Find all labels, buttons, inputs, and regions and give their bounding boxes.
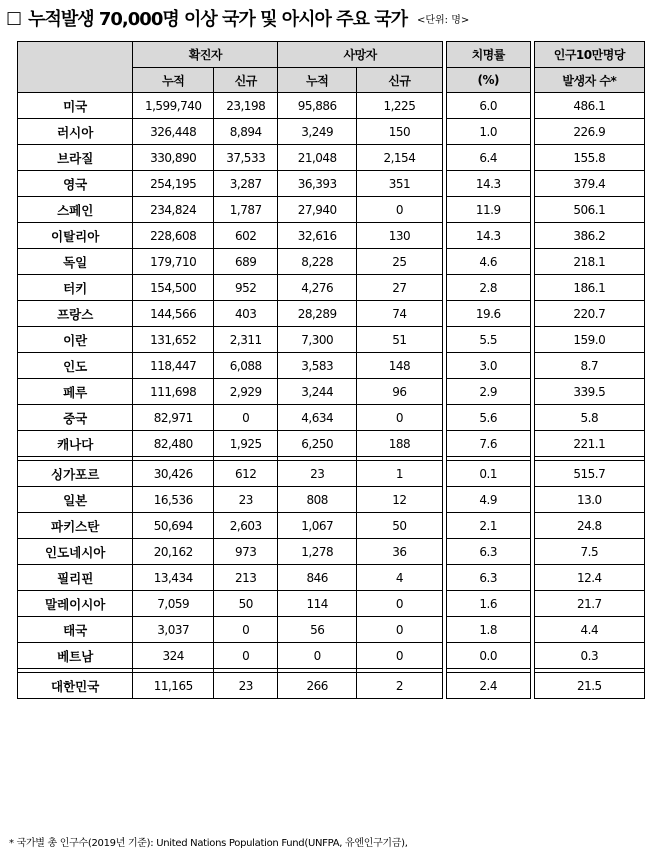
header-fatality-rate: 치명률 [446, 42, 530, 68]
cell-per100k: 226.9 [534, 119, 644, 145]
cell-confirmed-new: 1,925 [214, 431, 278, 457]
cell-fatality-rate: 7.6 [446, 431, 530, 457]
cell-per100k: 218.1 [534, 249, 644, 275]
header-fatality-rate-unit: (%) [446, 68, 530, 93]
cell-deaths-cumulative: 4,276 [278, 275, 357, 301]
table-row [18, 301, 645, 327]
cell-fatality-rate: 6.4 [446, 145, 530, 171]
cell-confirmed-new: 403 [214, 301, 278, 327]
cell-per100k: 21.7 [534, 591, 644, 617]
table-body [18, 93, 645, 699]
cell-country: 이탈리아 [18, 223, 133, 249]
cell-deaths-new: 96 [357, 379, 443, 405]
cell-confirmed-cumulative: 330,890 [133, 145, 214, 171]
cell-deaths-new: 2 [357, 673, 443, 699]
cell-fatality-rate: 4.6 [446, 249, 530, 275]
cell-confirmed-new: 952 [214, 275, 278, 301]
cell-country: 인도 [18, 353, 133, 379]
cell-country: 스페인 [18, 197, 133, 223]
cell-confirmed-new: 23 [214, 673, 278, 699]
cell-per100k: 24.8 [534, 513, 644, 539]
cell-country: 중국 [18, 405, 133, 431]
cell-per100k: 159.0 [534, 327, 644, 353]
table-row [18, 327, 645, 353]
table-row [18, 673, 645, 699]
header-confirmed-cumulative: 누적 [133, 68, 214, 93]
cell-deaths-new: 51 [357, 327, 443, 353]
checkbox-square-icon: □ [6, 8, 23, 28]
cell-confirmed-new: 602 [214, 223, 278, 249]
cell-deaths-new: 0 [357, 197, 443, 223]
cell-country: 미국 [18, 93, 133, 119]
cell-fatality-rate: 1.6 [446, 591, 530, 617]
cell-country: 브라질 [18, 145, 133, 171]
header-per100k-line1: 인구10만명당 [534, 42, 644, 68]
cell-per100k: 7.5 [534, 539, 644, 565]
cell-deaths-cumulative: 3,244 [278, 379, 357, 405]
cell-fatality-rate: 3.0 [446, 353, 530, 379]
table-row [18, 643, 645, 669]
cell-per100k: 8.7 [534, 353, 644, 379]
cell-confirmed-cumulative: 154,500 [133, 275, 214, 301]
covid-stats-table [17, 41, 645, 699]
cell-confirmed-cumulative: 118,447 [133, 353, 214, 379]
cell-deaths-cumulative: 21,048 [278, 145, 357, 171]
cell-deaths-cumulative: 7,300 [278, 327, 357, 353]
cell-deaths-cumulative: 4,634 [278, 405, 357, 431]
cell-deaths-cumulative: 32,616 [278, 223, 357, 249]
table-row [18, 223, 645, 249]
cell-deaths-cumulative: 808 [278, 487, 357, 513]
cell-confirmed-new: 8,894 [214, 119, 278, 145]
cell-confirmed-new: 2,929 [214, 379, 278, 405]
cell-country: 이란 [18, 327, 133, 353]
cell-confirmed-cumulative: 254,195 [133, 171, 214, 197]
cell-per100k: 379.4 [534, 171, 644, 197]
cell-fatality-rate: 5.6 [446, 405, 530, 431]
cell-confirmed-new: 213 [214, 565, 278, 591]
table-row [18, 487, 645, 513]
cell-deaths-cumulative: 846 [278, 565, 357, 591]
cell-deaths-cumulative: 3,249 [278, 119, 357, 145]
cell-country: 일본 [18, 487, 133, 513]
cell-confirmed-new: 0 [214, 643, 278, 669]
cell-per100k: 186.1 [534, 275, 644, 301]
cell-confirmed-cumulative: 3,037 [133, 617, 214, 643]
cell-fatality-rate: 6.0 [446, 93, 530, 119]
cell-deaths-cumulative: 1,278 [278, 539, 357, 565]
cell-deaths-new: 0 [357, 643, 443, 669]
cell-fatality-rate: 14.3 [446, 171, 530, 197]
cell-deaths-cumulative: 1,067 [278, 513, 357, 539]
cell-deaths-cumulative: 27,940 [278, 197, 357, 223]
cell-country: 베트남 [18, 643, 133, 669]
cell-country: 페루 [18, 379, 133, 405]
cell-confirmed-cumulative: 7,059 [133, 591, 214, 617]
cell-confirmed-cumulative: 228,608 [133, 223, 214, 249]
cell-deaths-cumulative: 8,228 [278, 249, 357, 275]
cell-deaths-cumulative: 3,583 [278, 353, 357, 379]
cell-confirmed-new: 3,287 [214, 171, 278, 197]
cell-deaths-cumulative: 95,886 [278, 93, 357, 119]
table-row [18, 405, 645, 431]
cell-fatality-rate: 6.3 [446, 539, 530, 565]
cell-deaths-cumulative: 56 [278, 617, 357, 643]
header-confirmed: 확진자 [133, 42, 278, 68]
cell-fatality-rate: 2.4 [446, 673, 530, 699]
cell-deaths-new: 1 [357, 461, 443, 487]
cell-deaths-new: 1,225 [357, 93, 443, 119]
table-row [18, 617, 645, 643]
unit-label: <단위: 명> [416, 14, 470, 26]
cell-per100k: 21.5 [534, 673, 644, 699]
cell-confirmed-new: 1,787 [214, 197, 278, 223]
cell-per100k: 221.1 [534, 431, 644, 457]
table-row [18, 171, 645, 197]
cell-per100k: 486.1 [534, 93, 644, 119]
cell-confirmed-cumulative: 82,480 [133, 431, 214, 457]
cell-country: 파키스탄 [18, 513, 133, 539]
header-deaths-cumulative: 누적 [278, 68, 357, 93]
cell-country: 영국 [18, 171, 133, 197]
cell-deaths-new: 50 [357, 513, 443, 539]
cell-fatality-rate: 14.3 [446, 223, 530, 249]
cell-confirmed-cumulative: 82,971 [133, 405, 214, 431]
cell-confirmed-cumulative: 179,710 [133, 249, 214, 275]
table-row [18, 431, 645, 457]
table-row [18, 353, 645, 379]
cell-confirmed-cumulative: 50,694 [133, 513, 214, 539]
cell-deaths-cumulative: 6,250 [278, 431, 357, 457]
cell-per100k: 0.3 [534, 643, 644, 669]
cell-per100k: 4.4 [534, 617, 644, 643]
cell-deaths-new: 25 [357, 249, 443, 275]
cell-fatality-rate: 11.9 [446, 197, 530, 223]
cell-confirmed-new: 23 [214, 487, 278, 513]
cell-country: 태국 [18, 617, 133, 643]
cell-per100k: 12.4 [534, 565, 644, 591]
cell-per100k: 13.0 [534, 487, 644, 513]
table-row [18, 197, 645, 223]
cell-deaths-new: 74 [357, 301, 443, 327]
page-title [6, 4, 469, 32]
cell-deaths-new: 130 [357, 223, 443, 249]
table-row [18, 249, 645, 275]
cell-confirmed-cumulative: 111,698 [133, 379, 214, 405]
cell-confirmed-cumulative: 16,536 [133, 487, 214, 513]
cell-deaths-new: 0 [357, 405, 443, 431]
cell-confirmed-new: 0 [214, 617, 278, 643]
cell-fatality-rate: 0.1 [446, 461, 530, 487]
header-deaths-new: 신규 [357, 68, 443, 93]
cell-confirmed-cumulative: 13,434 [133, 565, 214, 591]
cell-confirmed-new: 50 [214, 591, 278, 617]
table-row [18, 539, 645, 565]
cell-fatality-rate: 2.9 [446, 379, 530, 405]
cell-fatality-rate: 0.0 [446, 643, 530, 669]
table-row [18, 513, 645, 539]
cell-per100k: 155.8 [534, 145, 644, 171]
cell-confirmed-cumulative: 1,599,740 [133, 93, 214, 119]
cell-deaths-new: 36 [357, 539, 443, 565]
table-row [18, 379, 645, 405]
cell-country: 캐나다 [18, 431, 133, 457]
table-row [18, 591, 645, 617]
cell-deaths-cumulative: 0 [278, 643, 357, 669]
cell-per100k: 220.7 [534, 301, 644, 327]
cell-country: 러시아 [18, 119, 133, 145]
cell-confirmed-new: 37,533 [214, 145, 278, 171]
cell-confirmed-new: 23,198 [214, 93, 278, 119]
cell-country: 독일 [18, 249, 133, 275]
cell-confirmed-new: 689 [214, 249, 278, 275]
cell-fatality-rate: 2.8 [446, 275, 530, 301]
cell-deaths-cumulative: 28,289 [278, 301, 357, 327]
table-row [18, 275, 645, 301]
cell-confirmed-cumulative: 144,566 [133, 301, 214, 327]
table-row [18, 145, 645, 171]
table-row [18, 93, 645, 119]
header-deaths: 사망자 [278, 42, 442, 68]
header-row-1 [18, 42, 645, 68]
cell-deaths-new: 27 [357, 275, 443, 301]
cell-per100k: 5.8 [534, 405, 644, 431]
cell-country: 프랑스 [18, 301, 133, 327]
cell-deaths-new: 12 [357, 487, 443, 513]
header-per100k-line2: 발생자 수* [534, 68, 644, 93]
footnote: * 국가별 총 인구수(2019년 기준): United Nations Population Fund(UNFPA, 유엔인구기금), [9, 838, 408, 849]
cell-deaths-cumulative: 36,393 [278, 171, 357, 197]
cell-per100k: 515.7 [534, 461, 644, 487]
title-text: 누적발생 70,000명 이상 국가 및 아시아 주요 국가 [28, 9, 407, 30]
cell-fatality-rate: 5.5 [446, 327, 530, 353]
cell-deaths-cumulative: 114 [278, 591, 357, 617]
cell-deaths-new: 150 [357, 119, 443, 145]
cell-confirmed-cumulative: 30,426 [133, 461, 214, 487]
cell-fatality-rate: 2.1 [446, 513, 530, 539]
cell-confirmed-new: 973 [214, 539, 278, 565]
cell-confirmed-new: 2,603 [214, 513, 278, 539]
header-country-blank [18, 42, 133, 93]
cell-deaths-new: 0 [357, 617, 443, 643]
table-row [18, 119, 645, 145]
cell-country: 말레이시아 [18, 591, 133, 617]
cell-country: 인도네시아 [18, 539, 133, 565]
cell-confirmed-cumulative: 20,162 [133, 539, 214, 565]
cell-deaths-new: 4 [357, 565, 443, 591]
cell-deaths-new: 2,154 [357, 145, 443, 171]
cell-per100k: 339.5 [534, 379, 644, 405]
cell-confirmed-cumulative: 131,652 [133, 327, 214, 353]
cell-country: 필리핀 [18, 565, 133, 591]
cell-confirmed-cumulative: 234,824 [133, 197, 214, 223]
cell-confirmed-new: 0 [214, 405, 278, 431]
cell-confirmed-cumulative: 324 [133, 643, 214, 669]
cell-fatality-rate: 1.8 [446, 617, 530, 643]
cell-deaths-cumulative: 23 [278, 461, 357, 487]
cell-confirmed-new: 2,311 [214, 327, 278, 353]
cell-country: 대한민국 [18, 673, 133, 699]
cell-fatality-rate: 4.9 [446, 487, 530, 513]
cell-country: 터키 [18, 275, 133, 301]
cell-confirmed-new: 6,088 [214, 353, 278, 379]
table-row [18, 461, 645, 487]
cell-deaths-new: 351 [357, 171, 443, 197]
cell-deaths-new: 148 [357, 353, 443, 379]
cell-confirmed-cumulative: 11,165 [133, 673, 214, 699]
cell-per100k: 506.1 [534, 197, 644, 223]
cell-confirmed-cumulative: 326,448 [133, 119, 214, 145]
cell-deaths-cumulative: 266 [278, 673, 357, 699]
header-confirmed-new: 신규 [214, 68, 278, 93]
cell-confirmed-new: 612 [214, 461, 278, 487]
table-row [18, 565, 645, 591]
cell-deaths-new: 188 [357, 431, 443, 457]
cell-fatality-rate: 1.0 [446, 119, 530, 145]
cell-deaths-new: 0 [357, 591, 443, 617]
cell-fatality-rate: 19.6 [446, 301, 530, 327]
cell-fatality-rate: 6.3 [446, 565, 530, 591]
cell-per100k: 386.2 [534, 223, 644, 249]
cell-country: 싱가포르 [18, 461, 133, 487]
